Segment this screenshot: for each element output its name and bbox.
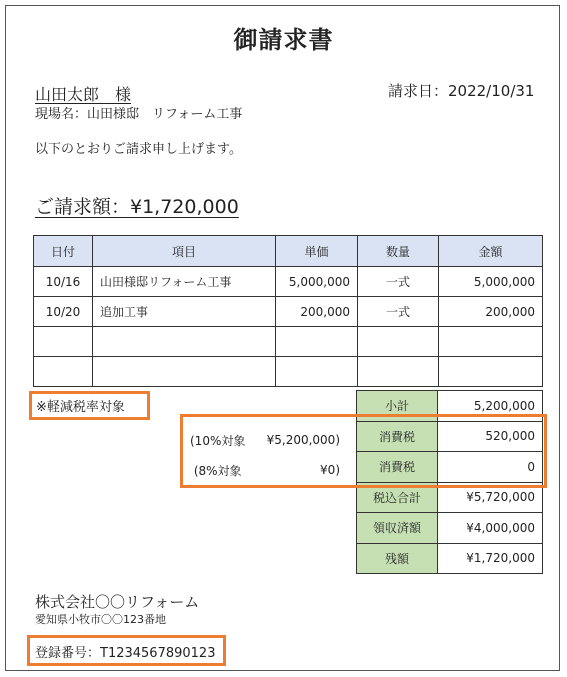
balance-value: ¥1,720,000: [438, 543, 543, 574]
cell-item: [93, 357, 276, 387]
tax-breakdown-highlight-box: [180, 414, 547, 488]
issuer-address: 愛知県小牧市〇〇123番地: [35, 613, 166, 626]
table-row: [34, 297, 543, 327]
cell-quantity: 一式: [358, 267, 439, 297]
cell-quantity: [358, 357, 439, 387]
cell-date: 10/20: [34, 297, 93, 327]
tax8-target-label: (8%対象: [190, 463, 242, 478]
cell-amount: 5,000,000: [439, 267, 543, 297]
tax8-target-amount: ¥0): [320, 463, 340, 477]
summary-row-balance: [357, 543, 543, 574]
customer-name: 山田太郎 様: [35, 85, 132, 104]
cell-unit-price: [276, 357, 358, 387]
cell-date: [34, 357, 93, 387]
issuer-company: 株式会社〇〇リフォーム: [35, 593, 200, 611]
registration-highlight-box: [27, 635, 226, 666]
header-amount: 金額: [439, 236, 543, 267]
cell-quantity: 一式: [358, 297, 439, 327]
table-row: [34, 267, 543, 297]
balance-label: 残額: [357, 543, 438, 574]
received-label: 領収済額: [357, 513, 438, 544]
table-row: [34, 357, 543, 387]
cell-item: 追加工事: [93, 297, 276, 327]
tax10-value: 520,000: [438, 421, 543, 452]
tax10-target-label: (10%対象: [190, 433, 246, 448]
invoice-date: 請求日：2022/10/31: [388, 82, 535, 100]
tax8-label: 消費税: [357, 452, 438, 483]
subtotal-value: 5,200,000: [438, 391, 543, 422]
cell-unit-price: 5,000,000: [276, 267, 358, 297]
cell-quantity: [358, 327, 439, 357]
cell-amount: [439, 327, 543, 357]
total-incl-tax-label: 税込合計: [357, 482, 438, 513]
cell-unit-price: [276, 327, 358, 357]
header-item: 項目: [93, 236, 276, 267]
site-name: 現場名：山田様邸 リフォーム工事: [35, 107, 243, 122]
received-value: ¥4,000,000: [438, 513, 543, 544]
tax10-target-amount: ¥5,200,000): [266, 433, 340, 447]
reduced-tax-highlight-box: [29, 391, 150, 420]
header-date: 日付: [34, 236, 93, 267]
document-title: 御請求書: [233, 26, 334, 54]
cell-date: [34, 327, 93, 357]
header-unit-price: 単価: [276, 236, 358, 267]
reduced-tax-note: ※軽減税率対象: [36, 400, 125, 415]
registration-number: 登録番号：T1234567890123: [35, 646, 216, 661]
items-header-row: [34, 236, 543, 267]
tax10-label: 消費税: [357, 421, 438, 452]
cell-unit-price: 200,000: [276, 297, 358, 327]
total-incl-tax-value: ¥5,720,000: [438, 482, 543, 513]
cell-date: 10/16: [34, 267, 93, 297]
subtotal-label: 小計: [357, 391, 438, 422]
intro-text: 以下のとおりご請求申し上げます。: [35, 142, 242, 157]
cell-amount: 200,000: [439, 297, 543, 327]
items-table: [33, 235, 543, 387]
tax8-value: 0: [438, 452, 543, 483]
header-quantity: 数量: [358, 236, 439, 267]
billing-total: ご請求額：¥1,720,000: [35, 196, 239, 218]
table-row: [34, 327, 543, 357]
cell-item: [93, 327, 276, 357]
summary-row-received: [357, 513, 543, 544]
cell-amount: [439, 357, 543, 387]
cell-item: 山田様邸リフォーム工事: [93, 267, 276, 297]
